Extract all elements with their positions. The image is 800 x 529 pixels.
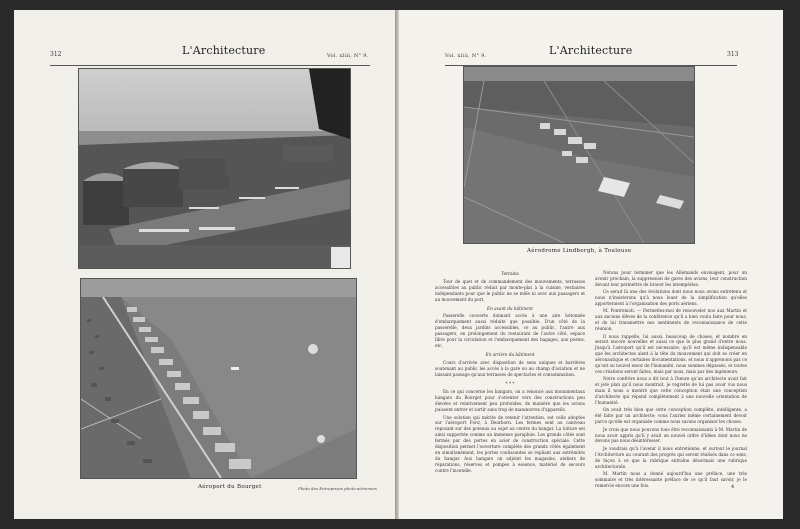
photo-aerodrome-toulouse [463,66,695,244]
paragraph: Une solution qui mérite de retenir l'attention, est celle adoptée sur l'aéroport Ford, à Dearborn. Les fermes sont au caniveau reposant sur des poteaux au sujet au centre du hangar. La toiture est ainsi supportée comme un immense parapluie. Les grands côtés sont fermés par des portes en acier de construction spéciale. Cette disposition permet l'ouverture complète des grands côtés également en simultanément, les portes coulissantes se repliant aux extrémités du hangar. Aux hangars on adjoint les magasins, ateliers de réparations, réserves et pompes à essence, matériel de secours contre l'incendie. [435,414,585,473]
paragraph: Cours d'arrivée avec disposition de sens uniques et barrières soutenant au public les accès à la gare ou au champ d'aviation et ne laissant passage qu'aux terrasses de spectacles et consommation. [435,359,585,377]
subheading: En arrière du bâtiment [485,351,535,357]
photo-hangars [78,68,351,269]
masthead: L'Architecture [182,44,266,57]
section-heading: Terrains [501,271,519,276]
paragraph: Notre confrère nous a dit tout à l'heure qu'un architecte avait fait et jeté plan qu'il nous montrait, je regrette de lui pas avoir vus nous mais il nous a montré que cette conception était une conception d'architecte qui répond complètement à une nouvelle orientation de l'humanité. [595,376,747,406]
header-rule [50,65,370,66]
paragraph: Tour de quet et de commandement des mouvements, terrasses accessibles au public réduit par monte-plat à la cuisine, vestiaires indépendants pour que le public ne se mêle ni avec aux passagers et au mouvement du port. [435,278,585,302]
left-page [14,10,395,519]
right-page [399,10,783,519]
text-column-right [595,270,747,490]
paragraph: M. Martin nous a donné aujourd'hui une préface, une très sommaire et très intéressante préface de ce qu'il faut savoir, je le remercie encore une fois. [595,471,747,488]
page-number: 312 [50,51,62,58]
volume-label: Vol. xliii, N° 9. [327,53,369,59]
paragraph: Je voudrais qu'à l'avenir il nous entretienne, et surtout le journal l'Architecture au courant des progrès qui seront réalisés dans ce sens, de façon à ce que la rubrique entraîne désormais une rubrique architecturale. [595,445,747,469]
volume-label: Vol. xliii, N° 9. [445,53,487,59]
text-column-left [435,268,585,475]
photo-hangars-image [79,69,350,268]
signature-mark: 4 [731,484,735,490]
paragraph: En ce qui concerne les hangars, on a renoncé aux monumentaux hangars du Bourget pour s'orienter vers des constructions peu élevées et relativement peu profondes, de manière que les avions puissent entrer et sortir sans trop de manœuvres d'appareils. [435,389,585,413]
separator: * * * [505,380,515,386]
page-number: 313 [727,51,739,58]
photo-caption: Aérodrome Lindbergh, à Toulouse [527,248,632,254]
paragraph: Notons pour terminer que les Allemands envisagent, pour un avenir prochain, la suppression de gares des avions, leur construction devant leur permettre de braver les intempéries. [595,270,747,287]
photo-aerial-bourget-image [81,279,356,478]
paragraph: Ce serait là une des évolutions dont nous nous avons entretenu et nous n'insisterons qu'à nous louer de la simplification qu'elles apporteraient à l'organisation des ports aériens. [595,289,747,307]
paragraph: On avait très bien que cette conception complète, intelligente, a été faite par un architecte; vous l'auriez même certainement devoir parce qu'elle est organisée comme nous savons organiser les choses. [595,407,747,425]
paragraph: Il nous rappelle, lui aussi, beaucoup de choses, et nombre en seront encore nouvelles et aussi ce que le plus grand d'entre nous. Jusqu'à l'aéroport qu'il est nécessaire, qu'il est même indispensable que les architectes aient à la tête du mouvement qui doit se créer en aéronautique et certaines documentations, et nous n'apprenons pas ce qu'ont su nouvel essor de l'humanité, nous sommes dépassés, et toutes ces créations seront faites, mais par nous, mais par des ingénieurs. [595,333,747,374]
paragraph: Passerelle couverte donnant accès à une aire bétonnée d'embarquement aussi réduite que possible. D'un côté de la passerelle, deux jardins accessibles, ce au public, l'autre aux passagers, en prolongement du restaurant de l'autre côté, espace libre pour la circulation et l'embarquement des bagages, aux postes, etc. [435,313,585,348]
subheading: En avant du bâtiment [487,305,533,311]
photo-caption: Aéroport du Bourget [198,484,262,490]
photo-credit: Photo des Entreprises photo-aériennes [298,486,377,491]
masthead: L'Architecture [549,44,633,57]
photo-aerial-bourget [80,278,357,479]
paragraph: Je crois que nous pouvons tous être reconnaissants à M. Martin de nous avoir appris qu'il y avait un nouvel ordre d'idées dont nous ne devons pas nous désintéresser. [595,426,747,444]
photo-aerodrome-toulouse-image [464,67,694,243]
paragraph: M. Pontremoli. — Permettez-moi de renouveler nos aux Martin et aux anciens élèves de la conférence qu'il a bien voulu faire pour nous, et de lui transmettre nos sentiments de reconnaissance de cette réunion. [595,308,747,332]
